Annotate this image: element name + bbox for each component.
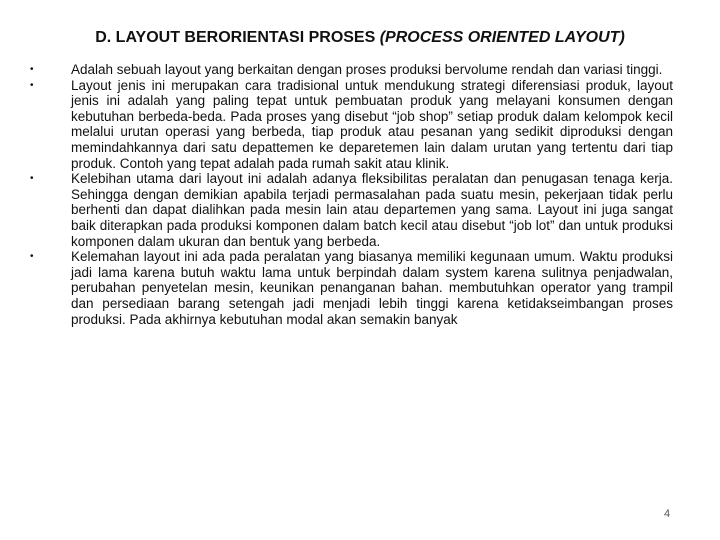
bullet-dot-icon: •	[30, 79, 34, 91]
bullet-item-description	[30, 78, 673, 172]
bullet-item-advantages	[30, 171, 673, 249]
bullet-item-definition	[30, 62, 673, 78]
bullet-dot-icon: •	[30, 64, 34, 75]
slide-title	[0, 29, 720, 47]
slide-title-main: D. LAYOUT BERORIENTASI PROSES	[95, 29, 380, 46]
slide-title-italic: (PROCESS ORIENTED LAYOUT)	[379, 29, 625, 46]
bullet-list	[30, 62, 673, 327]
page-number: 4	[664, 508, 671, 520]
bullet-text: Kelebihan utama dari layout ini adalah adanya fleksibilitas peralatan dan penugasan tenaga kerja. Sehingga dengan demikian apabila terjadi permasalahan pada suatu mesin, pekerjaan tidak perlu berhenti dan dapat dialihkan pada mesin lain atau departemen yang sama. Layout ini juga sangat baik diterapkan pada produksi komponen dalam batch kecil atau disebut “job lot” dan untuk produksi komponen dalam ukuran dan bentuk yang berbeda.	[71, 171, 673, 249]
bullet-item-disadvantages	[30, 249, 673, 327]
bullet-text: Layout jenis ini merupakan cara tradisional untuk mendukung strategi diferensiasi produk, layout jenis ini adalah yang paling tepat untuk pembuatan produk yang melayani konsumen dengan kebutuhan berbeda-beda. Pada proses yang disebut “job shop” setiap produk dalam kelompok kecil melalui urutan operasi yang berbeda, tiap produk atau pesanan yang sedikit diproduksi dengan memindahkannya dari satu depattemen ke deparetemen lain dalam urutan yang tertentu dari tiap produk. Contoh yang tepat adalah pada rumah sakit atau klinik.	[71, 77, 673, 171]
bullet-dot-icon: •	[30, 251, 34, 263]
bullet-dot-icon: •	[30, 173, 34, 185]
bullet-text: Kelemahan layout ini ada pada peralatan yang biasanya memiliki kegunaan umum. Waktu produksi jadi lama karena butuh waktu lama untuk berpindah dalam system karena sulitnya penjadwalan, perubahan penyetelan mesin, keunikan penanganan bahan. membutuhkan operator yang trampil dan persediaan barang setengah jadi menjadi lebih tinggi karena ketidakseimbangan proses produksi. Pada akhirnya kebutuhan modal akan semakin banyak	[71, 249, 673, 327]
bullet-text: Adalah sebuah layout yang berkaitan dengan proses produksi bervolume rendah dan variasi tinggi.	[71, 62, 663, 77]
